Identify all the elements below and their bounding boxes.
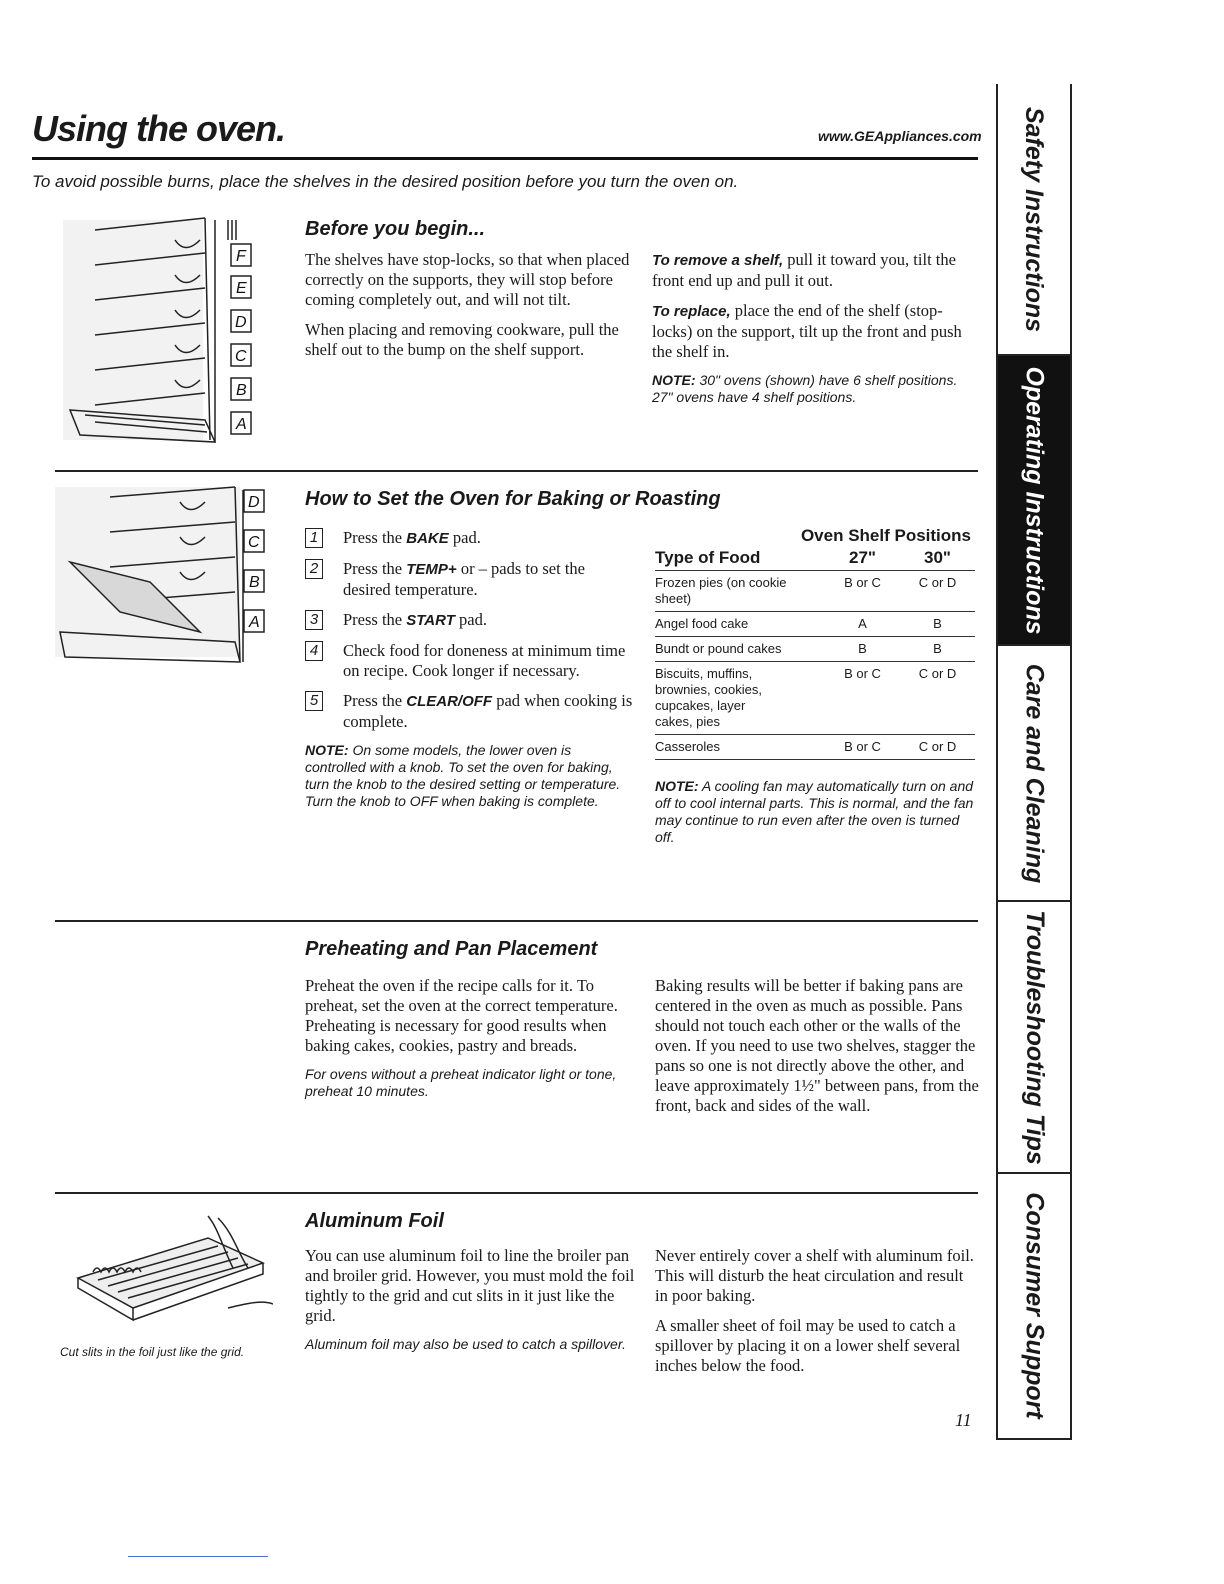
replace-label: To replace, — [652, 303, 731, 320]
knob-note: NOTE: On some models, the lower oven is controlled with a knob. To set the oven for baking, turn the knob to the desired setting or temperature. Turn the knob to OFF when baking is complete. — [305, 742, 621, 809]
before-heading: Before you begin... — [305, 218, 486, 240]
page-title: Using the oven. — [32, 108, 286, 149]
step-number: 1 — [305, 528, 323, 548]
remove-label: To remove a shelf, — [652, 252, 784, 269]
cooling-fan-note: NOTE: A cooling fan may automatically turn on and off to cool internal parts. This is normal, and the fan may continue to run even after the oven is turned off. — [655, 778, 974, 845]
step-4: 4 Check food for doneness at minimum time on recipe. Cook longer if necessary. — [305, 641, 635, 681]
divider-3 — [55, 1192, 978, 1194]
tab-consumer-support[interactable]: Consumer Support — [1020, 1191, 1049, 1419]
foil-p3: A smaller sheet of foil may be used to catch a spillover by placing it on a lower shelf several inches below the food. — [655, 1316, 961, 1375]
shelf-label-c: C — [235, 348, 247, 365]
foil-caption: Cut slits in the foil just like the grid. — [60, 1345, 245, 1359]
start-pad-label: START — [406, 612, 455, 629]
step-number: 5 — [305, 691, 323, 711]
preheat-section — [305, 938, 597, 961]
before-p2: When placing and removing cookware, pull the shelf out to the bump on the shelf support. — [305, 320, 619, 359]
before-col2 — [652, 250, 977, 406]
tab-safety-instructions[interactable]: Safety Instructions — [998, 84, 1070, 356]
clear-off-pad-label: CLEAR/OFF — [406, 693, 493, 710]
bake-steps-column — [305, 528, 635, 810]
page-number: 11 — [955, 1410, 972, 1430]
broiler-pan-foil-illustration — [58, 1208, 273, 1338]
shelf-label-d: D — [235, 314, 247, 331]
shelf-label-f: F — [236, 248, 246, 265]
step-3: 3 Press the START pad. — [305, 610, 635, 631]
fig2-label-c: C — [248, 534, 260, 551]
divider-1 — [55, 470, 978, 472]
step-number: 4 — [305, 641, 323, 661]
tab-operating-instructions[interactable]: Operating Instructions — [998, 356, 1070, 646]
col-27: 27" — [825, 546, 900, 571]
divider-2 — [55, 920, 978, 922]
preheat-p2: Baking results will be better if baking pans are centered in the oven as much as possible. Pans should not touch each other or the walls of the oven. If you need to use two shelves, stagger the pans so one is not directly above the other, and leave approximately 1½" between pans, from the front, back and sides of the wall. — [655, 976, 979, 1115]
foil-note: Aluminum foil may also be used to catch a spillover. — [305, 1336, 626, 1352]
preheat-col1 — [305, 976, 635, 1100]
step-1: 1 Press the BAKE pad. — [305, 528, 635, 549]
preheat-note: For ovens without a preheat indicator light or tone, preheat 10 minutes. — [305, 1066, 617, 1099]
temp-pad-label: TEMP+ — [406, 561, 457, 578]
oven-shelves-illustration — [55, 210, 280, 450]
foil-col2 — [655, 1246, 980, 1386]
table-row: Biscuits, muffins, brownies, cookies, cupcakes, layer cakes, pies B or C C or D — [655, 662, 975, 735]
shelf-positions-table — [655, 546, 975, 760]
foil-heading: Aluminum Foil — [305, 1210, 444, 1232]
remove-text: pull it toward you, tilt the front end up and pull it out. — [652, 250, 956, 290]
shelf-label-a: A — [236, 416, 247, 433]
fig2-label-a: A — [249, 614, 260, 631]
shelf-positions-header: Oven Shelf Positions — [800, 526, 971, 545]
section-tabs-sidebar — [996, 84, 1072, 1440]
tab-troubleshooting-tips[interactable]: Troubleshooting Tips — [998, 902, 1070, 1174]
before-col1 — [305, 250, 635, 370]
fig2-label-d: D — [248, 494, 260, 511]
preheat-p1: Preheat the oven if the recipe calls for it. To preheat, set the oven at the correct temperature. Preheating is necessary for good results when baking cakes, cookies, pastry and breads. — [305, 976, 618, 1055]
table-row: Frozen pies (on cookie sheet) B or C C or D — [655, 571, 975, 612]
shelf-label-b: B — [236, 382, 247, 399]
col-type-of-food: Type of Food — [655, 546, 825, 571]
step-2: 2 Press the TEMP+ or – pads to set the desired temperature. — [305, 559, 635, 600]
fig2-label-b: B — [249, 574, 260, 591]
tab-care-and-cleaning[interactable]: Care and Cleaning — [998, 646, 1070, 902]
replace-text: place the end of the shelf (stop-locks) on the support, tilt up the front and push the shelf in. — [652, 301, 962, 361]
header-rule — [32, 157, 978, 160]
shelf-label-e: E — [236, 280, 247, 297]
table-row: Casseroles B or C C or D — [655, 735, 975, 760]
step-5: 5 Press the CLEAR/OFF pad when cooking is complete. — [305, 691, 635, 732]
oven-baking-illustration — [50, 482, 275, 667]
step-number: 3 — [305, 610, 323, 630]
bake-steps — [305, 528, 635, 732]
foil-p1: You can use aluminum foil to line the broiler pan and broiler grid. However, you must mold the foil tightly to the grid and cut slits in it just like the grid. — [305, 1246, 635, 1325]
foil-section — [305, 1210, 444, 1233]
table-header-row — [655, 546, 975, 571]
col-30: 30" — [900, 546, 975, 571]
bake-pad-label: BAKE — [406, 530, 449, 547]
table-row: Angel food cake A B — [655, 612, 975, 637]
shelf-note-label: NOTE: — [652, 372, 696, 388]
before-you-begin-section — [305, 218, 985, 241]
preheat-heading: Preheating and Pan Placement — [305, 938, 598, 960]
bake-heading: How to Set the Oven for Baking or Roasting — [305, 488, 721, 510]
footer-line — [128, 1556, 268, 1557]
before-p1: The shelves have stop-locks, so that when placed correctly on the supports, they will stop before coming completely out, and will not tilt. — [305, 250, 630, 309]
shelf-positions-table-wrap — [655, 526, 975, 846]
website-url[interactable]: www.GEAppliances.com — [818, 128, 982, 144]
foil-p2: Never entirely cover a shelf with aluminum foil. This will disturb the heat circulation and result in poor baking. — [655, 1246, 974, 1305]
shelf-note-text: 30" ovens (shown) have 6 shelf positions. 27" ovens have 4 shelf positions. — [652, 372, 958, 405]
step-number: 2 — [305, 559, 323, 579]
preheat-col2 — [655, 976, 980, 1126]
table-row: Bundt or pound cakes B B — [655, 637, 975, 662]
foil-col1 — [305, 1246, 635, 1353]
intro-warning: To avoid possible burns, place the shelves in the desired position before you turn the oven on. — [32, 172, 739, 191]
bake-section — [305, 488, 985, 511]
